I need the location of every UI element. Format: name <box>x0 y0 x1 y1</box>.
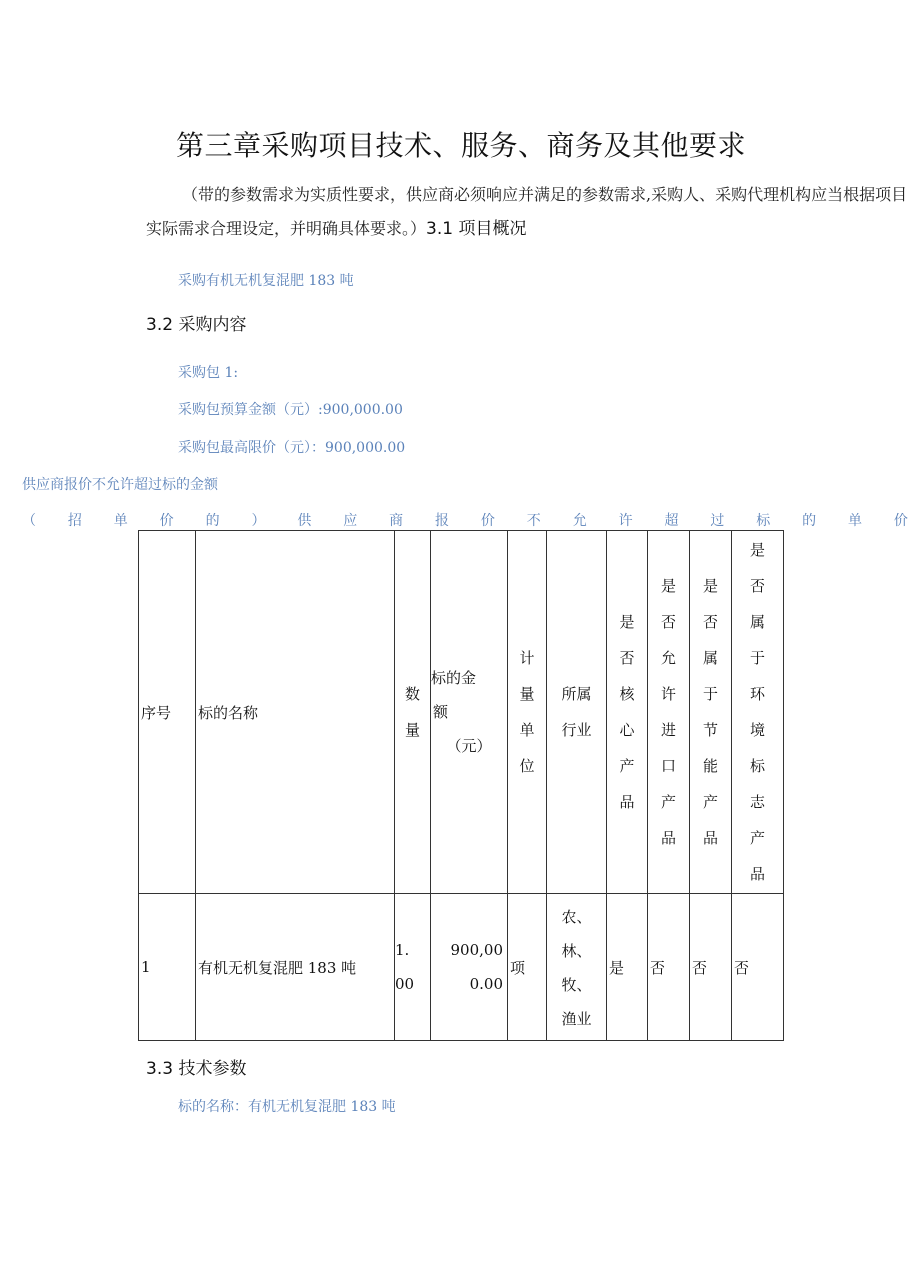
unit-price-note-char: 标 <box>756 513 771 529</box>
header-qty <box>395 531 431 894</box>
max-price-label: 采购包最高限价（元）：900,000.00 <box>178 440 406 456</box>
header-unit-char: 量 <box>519 685 535 703</box>
header-industry-line: 所属 <box>561 685 592 703</box>
unit-price-note-char: 不 <box>526 513 541 529</box>
header-core-char: 品 <box>619 793 635 811</box>
header-industry <box>547 531 607 894</box>
header-import <box>648 531 690 894</box>
header-name: 标的名称 <box>196 531 395 894</box>
cell-import: 否 <box>648 894 690 1041</box>
header-env-char: 环 <box>749 685 765 703</box>
header-import-char: 是 <box>660 577 676 595</box>
header-qty-char: 数 <box>404 685 420 703</box>
header-core-char: 否 <box>619 649 635 667</box>
unit-price-note-char: 的 <box>205 513 220 529</box>
header-env-char: 否 <box>749 577 765 595</box>
header-import-char: 否 <box>660 613 676 631</box>
cell-qty <box>395 894 431 1041</box>
header-import-char: 品 <box>660 829 676 847</box>
unit-price-note-char: 价 <box>159 513 174 529</box>
overview-text: 采购有机无机复混肥 183 吨 <box>178 273 354 289</box>
unit-price-note-char: 应 <box>343 513 358 529</box>
header-env-char: 标 <box>749 757 765 775</box>
header-core-char: 心 <box>619 721 635 739</box>
header-core <box>607 531 648 894</box>
unit-price-note-char: 招 <box>67 513 82 529</box>
header-env-char: 志 <box>749 793 765 811</box>
header-core-char: 核 <box>619 685 635 703</box>
header-energy <box>690 531 732 894</box>
cell-energy: 否 <box>690 894 732 1041</box>
cell-unit: 项 <box>508 894 547 1041</box>
item-name-line: 标的名称：有机无机复混肥 183 吨 <box>178 1099 396 1115</box>
header-qty-char: 量 <box>404 721 420 739</box>
table-row <box>139 894 784 1041</box>
cell-industry-line: 农、 <box>561 908 592 926</box>
header-industry-line: 行业 <box>561 721 592 739</box>
cell-qty-line: 1. <box>395 941 410 959</box>
header-env-char: 产 <box>749 829 765 847</box>
header-env-char: 属 <box>749 613 765 631</box>
header-seq: 序号 <box>139 531 196 894</box>
cell-name: 有机无机复混肥 183 吨 <box>196 894 395 1041</box>
unit-price-note-char: 商 <box>389 513 404 529</box>
cell-amount-line: 900,00 <box>450 941 503 959</box>
section-3-1-heading: 3.1 项目概况 <box>426 219 527 239</box>
header-energy-char: 节 <box>702 721 718 739</box>
cell-qty-line: 00 <box>395 975 415 993</box>
unit-price-note-char: 过 <box>710 513 725 529</box>
header-amount-line1: 标的金 <box>431 669 477 687</box>
procurement-table <box>138 530 784 1041</box>
header-unit-char: 位 <box>519 757 535 775</box>
page-title: 第三章采购项目技术、服务、商务及其他要求 <box>176 129 747 162</box>
unit-price-note-char: 允 <box>572 513 587 529</box>
header-amount <box>431 531 508 894</box>
section-3-3-heading: 3.3 技术参数 <box>146 1059 247 1079</box>
header-energy-char: 于 <box>702 685 718 703</box>
intro-text: （带的参数需求为实质性要求，供应商必须响应并满足的参数需求,采购人、采购代理机构应当根据项目实际需求合理设定，并明确具体要求。） <box>146 185 908 238</box>
header-env-char: 境 <box>749 721 765 739</box>
header-unit-char: 单 <box>519 721 535 739</box>
header-energy-char: 是 <box>702 577 718 595</box>
unit-price-note-char: 报 <box>435 513 450 529</box>
unit-price-note-char: 单 <box>848 513 863 529</box>
package-label: 采购包 1: <box>178 365 239 381</box>
header-energy-char: 属 <box>702 649 718 667</box>
cell-env: 否 <box>732 894 784 1041</box>
section-3-2-heading: 3.2 采购内容 <box>146 315 247 335</box>
header-amount-line2: 额 <box>433 703 449 721</box>
header-core-char: 是 <box>619 613 635 631</box>
header-import-char: 进 <box>660 721 676 739</box>
budget-label: 采购包预算金额（元）:900,000.00 <box>178 402 403 418</box>
header-import-char: 允 <box>660 649 676 667</box>
unit-price-note <box>22 510 908 530</box>
header-energy-char: 品 <box>702 829 718 847</box>
unit-price-note-char: ） <box>251 513 266 529</box>
header-unit-char: 计 <box>519 649 535 667</box>
header-env <box>732 531 784 894</box>
unit-price-note-char: 的 <box>802 513 817 529</box>
cell-industry-line: 牧、 <box>561 976 592 994</box>
unit-price-note-char: 供 <box>297 513 312 529</box>
unit-price-note-char: 价 <box>480 513 495 529</box>
unit-price-note-char: （ <box>22 513 36 529</box>
unit-price-note-char: 许 <box>618 513 633 529</box>
header-import-char: 产 <box>660 793 676 811</box>
header-import-char: 口 <box>660 757 676 775</box>
cell-industry-line: 渔业 <box>561 1010 592 1028</box>
quote-note: 供应商报价不允许超过标的金额 <box>22 477 218 493</box>
cell-seq: 1 <box>139 894 196 1041</box>
header-amount-line3: （元） <box>446 737 492 755</box>
cell-amount <box>431 894 508 1041</box>
cell-industry <box>547 894 607 1041</box>
header-core-char: 产 <box>619 757 635 775</box>
cell-industry-line: 林、 <box>561 942 592 960</box>
unit-price-note-char: 价 <box>893 513 908 529</box>
header-env-char: 品 <box>749 865 765 883</box>
cell-amount-line: 0.00 <box>469 975 503 993</box>
cell-core: 是 <box>607 894 648 1041</box>
header-import-char: 许 <box>660 685 676 703</box>
header-env-char: 是 <box>749 541 765 559</box>
unit-price-note-char: 超 <box>664 513 679 529</box>
header-energy-char: 能 <box>702 757 718 775</box>
intro-paragraph <box>146 178 910 246</box>
header-unit <box>508 531 547 894</box>
header-energy-char: 产 <box>702 793 718 811</box>
table-header-row <box>139 531 784 894</box>
header-energy-char: 否 <box>702 613 718 631</box>
unit-price-note-char: 单 <box>113 513 128 529</box>
header-env-char: 于 <box>749 649 765 667</box>
